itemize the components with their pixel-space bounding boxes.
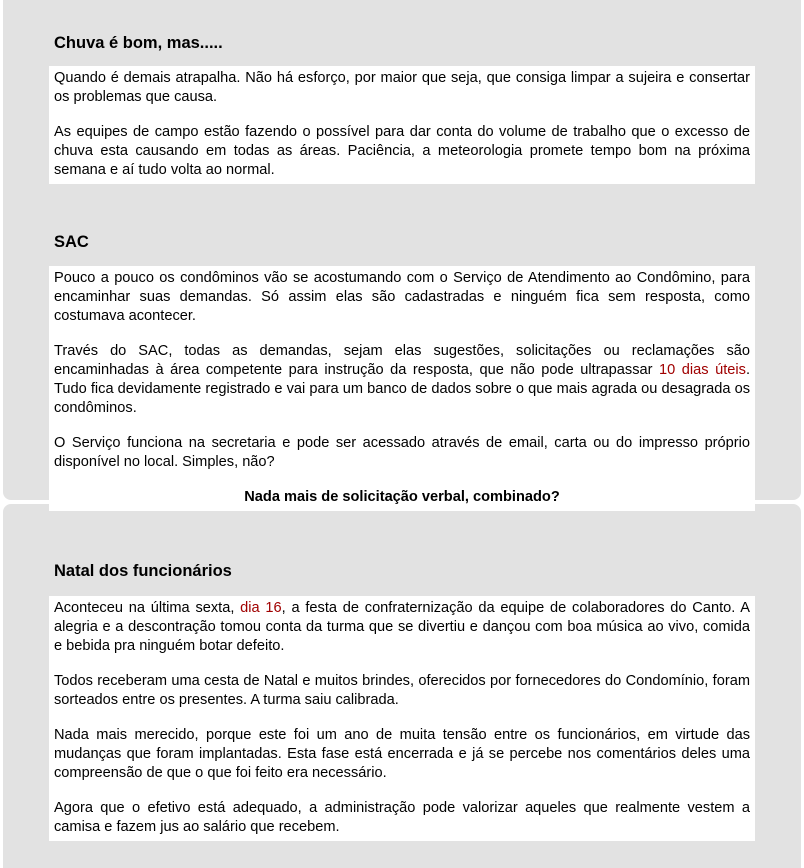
deadline-highlight: 10 dias úteis bbox=[659, 362, 746, 378]
section-body-natal bbox=[49, 596, 755, 841]
section-title-sac: SAC bbox=[54, 233, 89, 251]
section-body-chuva bbox=[49, 66, 755, 184]
text-segment: , a festa de confraternização da equipe de colaboradores do Canto. A alegria e a descontração tomou conta da turma que se divertiu e dançou com boa música ao vivo, comida e bebida pra ninguém botar defeito. bbox=[54, 600, 750, 654]
date-highlight: dia 16 bbox=[240, 600, 282, 616]
section-title-natal: Natal dos funcionários bbox=[54, 562, 232, 580]
paragraph bbox=[54, 342, 750, 418]
paragraph: Nada mais merecido, porque este foi um ano de muita tensão entre os funcionários, em virtude das mudanças que foram implantadas. Esta fase está encerrada e já se percebe nos comentários deles uma compreensão de que o que foi feito era necessário. bbox=[54, 727, 750, 781]
section-title-chuva: Chuva é bom, mas..... bbox=[54, 34, 223, 52]
paragraph: Agora que o efetivo está adequado, a administração pode valorizar aqueles que realmente vestem a camisa e fazem jus ao salário que recebem. bbox=[54, 800, 750, 835]
paragraph: Todos receberam uma cesta de Natal e muitos brindes, oferecidos por fornecedores do Condomínio, foram sorteados entre os presentes. A turma saiu calibrada. bbox=[54, 673, 750, 708]
text-segment: Través do SAC, todas as demandas, sejam elas sugestões, solicitações ou reclamações são encaminhadas à área competente para instrução da resposta, que não pode ultrapassar bbox=[54, 343, 750, 378]
closing-line: Nada mais de solicitação verbal, combinado? bbox=[244, 489, 560, 505]
paragraph: Quando é demais atrapalha. Não há esforço, por maior que seja, que consiga limpar a sujeira e consertar os problemas que causa. bbox=[54, 70, 750, 105]
paragraph: As equipes de campo estão fazendo o possível para dar conta do volume de trabalho que o excesso de chuva esta causando em todas as áreas. Paciência, a meteorologia promete tempo bom na próxima semana e aí tudo volta ao normal. bbox=[54, 124, 750, 178]
paragraph: Pouco a pouco os condôminos vão se acostumando com o Serviço de Atendimento ao Condômino, para encaminhar suas demandas. Só assim elas são cadastradas e ninguém fica sem resposta, como costumava acontecer. bbox=[54, 270, 750, 324]
text-segment: Aconteceu na última sexta, bbox=[54, 600, 241, 616]
paragraph: O Serviço funciona na secretaria e pode ser acessado através de email, carta ou do impresso próprio disponível no local. Simples, não? bbox=[54, 435, 750, 470]
section-body-sac bbox=[49, 266, 755, 511]
text-segment: . Tudo fica devidamente registrado e vai para um banco de dados sobre o que mais agrada ou desagrada os condôminos. bbox=[54, 362, 750, 416]
paragraph bbox=[54, 599, 750, 656]
